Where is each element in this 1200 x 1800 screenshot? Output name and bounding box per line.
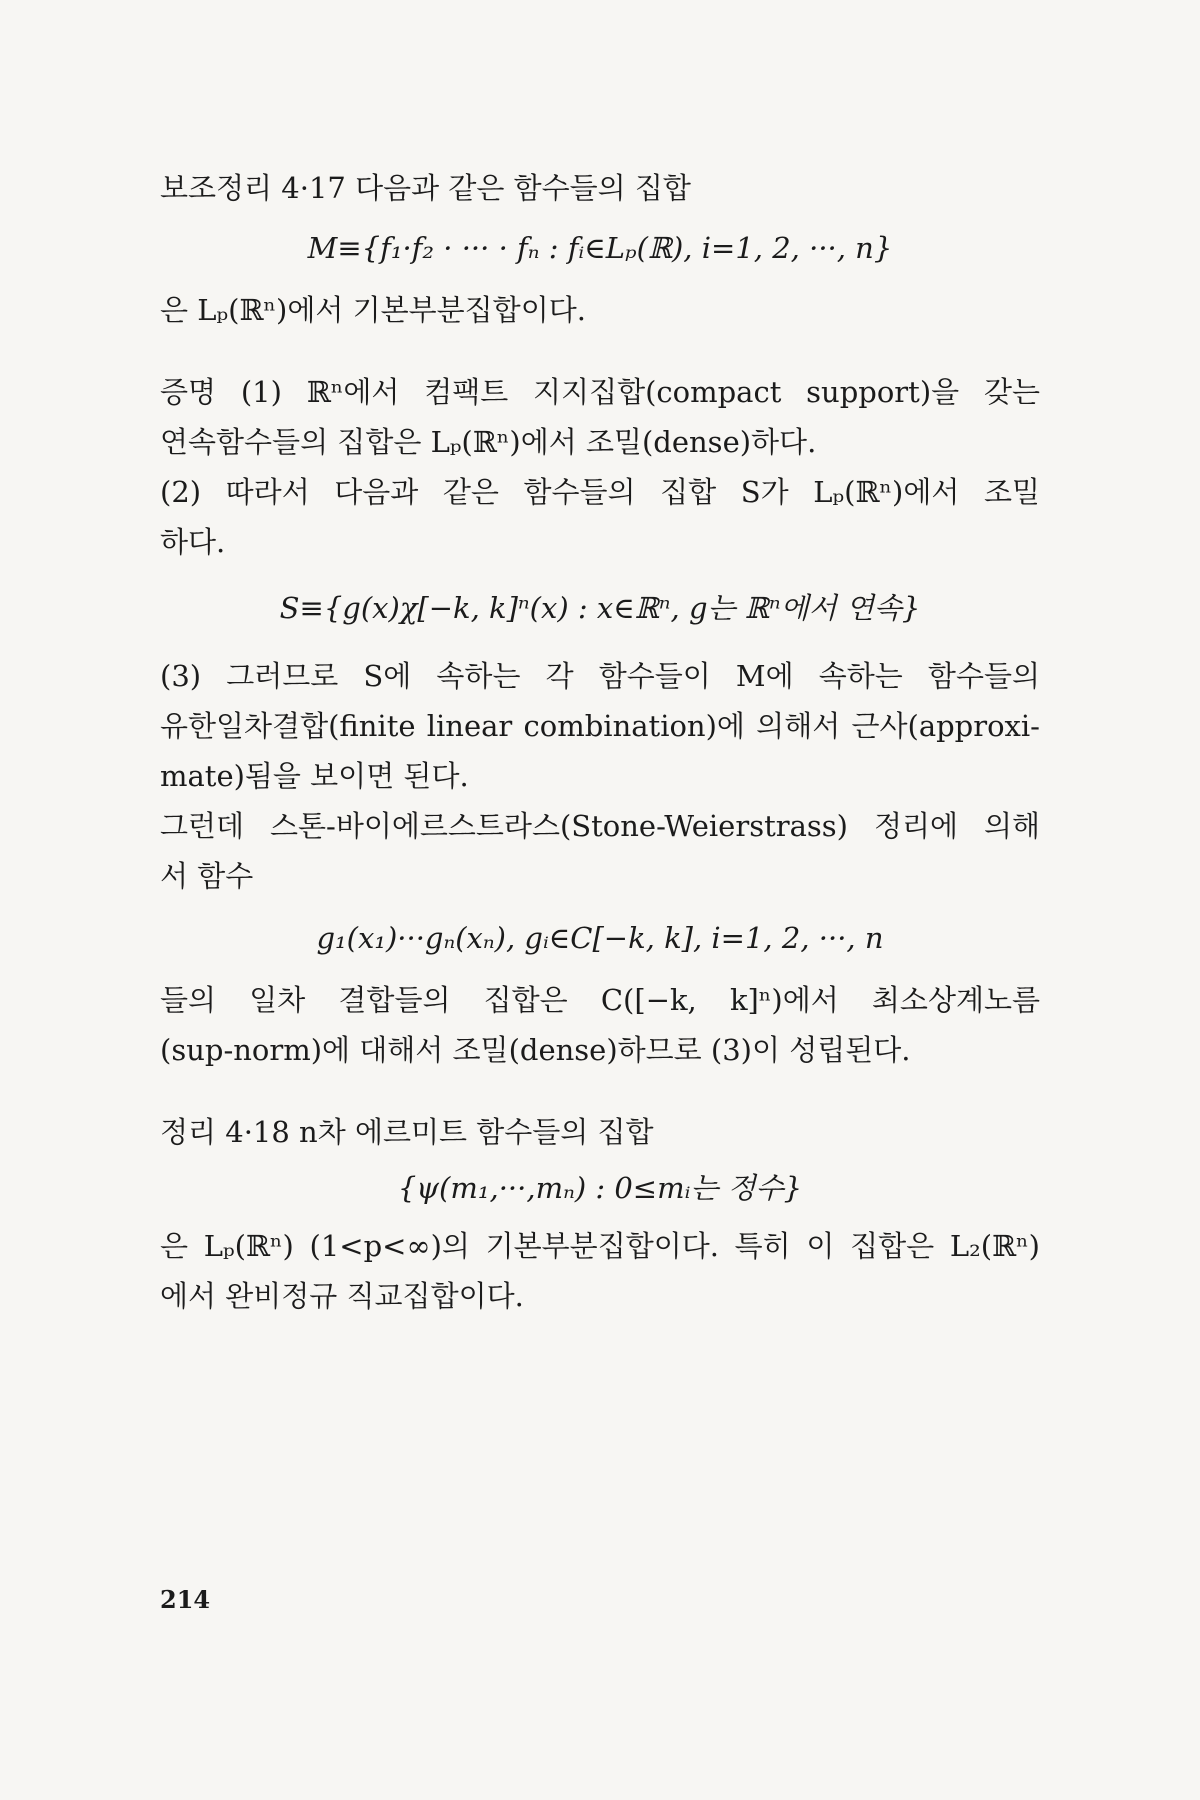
equation-s: S≡{g(x)χ[−k, k]ⁿ(x) : x∈ℝⁿ, g는 ℝⁿ에서 연속} [279,591,921,625]
proof-line-11: (sup-norm)에 대해서 조밀(dense)하므로 (3)이 성립된다. [160,1033,911,1067]
proof-line-10: 들의 일차 결합들의 집합은 C([−k, k]ⁿ)에서 최소상계노름 [160,983,1040,1017]
equation-g: g₁(x₁)···gₙ(xₙ), gᵢ∈C[−k, k], i=1, 2, ···, n [316,921,884,955]
lemma-heading: 보조정리 4·17 다음과 같은 함수들의 집합 [160,171,691,205]
lemma-statement: 은 Lₚ(ℝⁿ)에서 기본부분집합이다. [160,293,586,327]
theorem-equation: {ψ(m₁,···,mₙ) : 0≤mᵢ는 정수} [397,1171,803,1205]
proof-line-2: 연속함수들의 집합은 Lₚ(ℝⁿ)에서 조밀(dense)하다. [160,425,817,459]
proof-line-5: (3) 그러므로 S에 속하는 각 함수들이 M에 속하는 함수들의 [160,659,1040,693]
proof-line-4: 하다. [160,525,226,559]
proof-line-3: (2) 따라서 다음과 같은 함수들의 집합 S가 Lₚ(ℝⁿ)에서 조밀 [160,475,1040,509]
theorem-line-2: 에서 완비정규 직교집합이다. [160,1279,524,1313]
theorem-heading: 정리 4·18 n차 에르미트 함수들의 집합 [160,1115,654,1149]
proof-line-9: 서 함수 [160,859,254,893]
theorem-line-1: 은 Lₚ(ℝⁿ) (1<p<∞)의 기본부분집합이다. 특히 이 집합은 L₂(ℝⁿ) [160,1229,1040,1263]
proof-line-8: 그런데 스톤-바이에르스트라스(Stone-Weierstrass) 정리에 의해 [160,809,1040,843]
page-number: 214 [160,1585,211,1614]
proof-line-1: 증명 (1) ℝⁿ에서 컴팩트 지지집합(compact support)을 갖는 [160,375,1040,409]
proof-line-7: mate)됨을 보이면 된다. [160,759,469,793]
lemma-equation: M≡{f₁·f₂ · ··· · fₙ : fᵢ∈Lₚ(ℝ), i=1, 2, ···, n} [307,231,893,265]
proof-line-6: 유한일차결합(finite linear combination)에 의해서 근사(approxi- [160,709,1040,743]
